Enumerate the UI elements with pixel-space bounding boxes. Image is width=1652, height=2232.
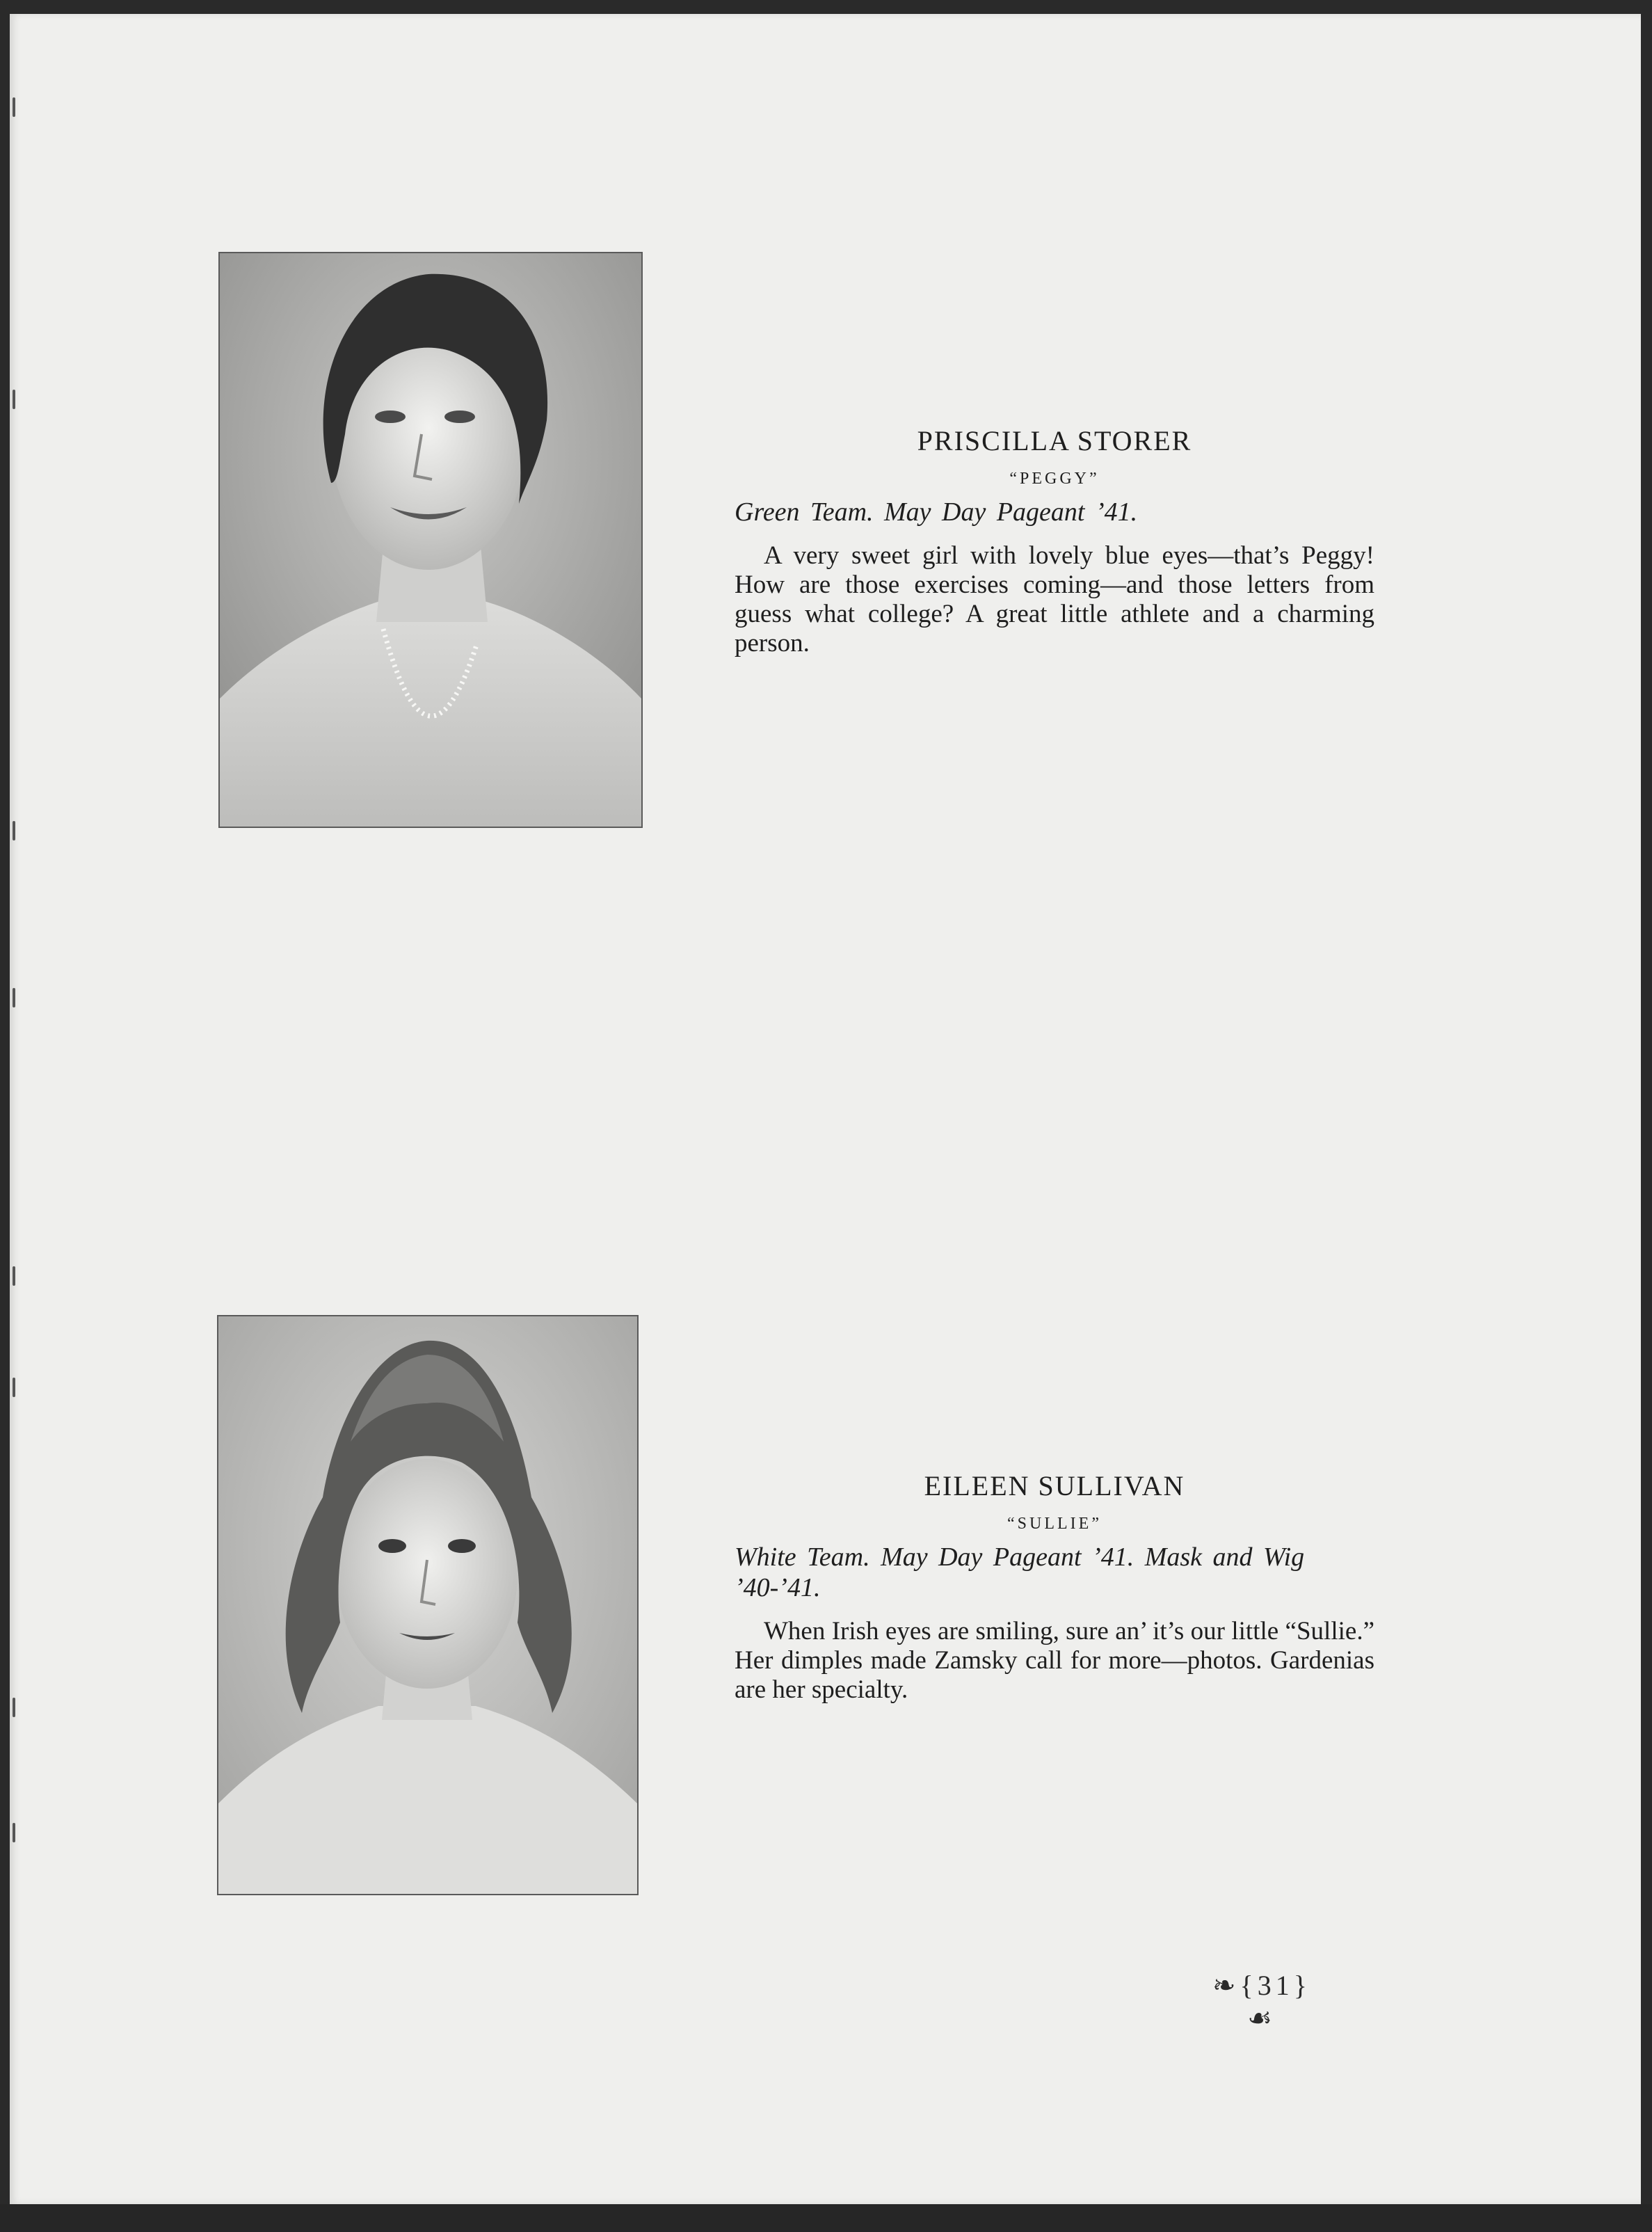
page-number-ornament-right: }☙ <box>1247 1970 1311 2034</box>
entry-eileen-sullivan <box>735 1469 1374 1705</box>
portrait-photo-eileen-sullivan <box>217 1315 639 1895</box>
binding-mark <box>13 1823 15 1842</box>
page-number <box>1199 1969 1324 2034</box>
binding-mark <box>13 1698 15 1717</box>
scan-border <box>0 2204 1652 2232</box>
student-activities: Green Team. May Day Pageant ’41. <box>735 497 1138 527</box>
binding-mark <box>13 1378 15 1397</box>
student-activities: White Team. May Day Pageant ’41. Mask and Wig ’40-’41. <box>735 1543 1305 1602</box>
binding-mark <box>13 988 15 1007</box>
student-name: PRISCILLA STORER <box>917 425 1192 456</box>
entry-priscilla-storer <box>735 424 1374 658</box>
student-description: When Irish eyes are smiling, sure an’ it’s our little “Sullie.” Her dimples made Zamsky call for more—photos. Gardenias are her specialty. <box>735 1617 1374 1704</box>
portrait-photo-priscilla-storer <box>218 252 643 828</box>
binding-mark <box>13 1266 15 1286</box>
binding-mark <box>13 821 15 840</box>
binding-mark <box>13 97 15 117</box>
binding-mark <box>13 390 15 409</box>
page-number-value: 31 <box>1257 1970 1294 2001</box>
student-description: A very sweet girl with lovely blue eyes—that’s Peggy! How are those exercises coming—and those letters from guess what college? A great little athlete and a charming person. <box>735 541 1374 657</box>
student-nickname: “SULLIE” <box>1007 1515 1102 1533</box>
student-name: EILEEN SULLIVAN <box>924 1470 1185 1501</box>
page-number-ornament-left: ❧{ <box>1212 1970 1258 2001</box>
yearbook-page <box>10 14 1641 2204</box>
student-nickname: “PEGGY” <box>1009 470 1100 488</box>
